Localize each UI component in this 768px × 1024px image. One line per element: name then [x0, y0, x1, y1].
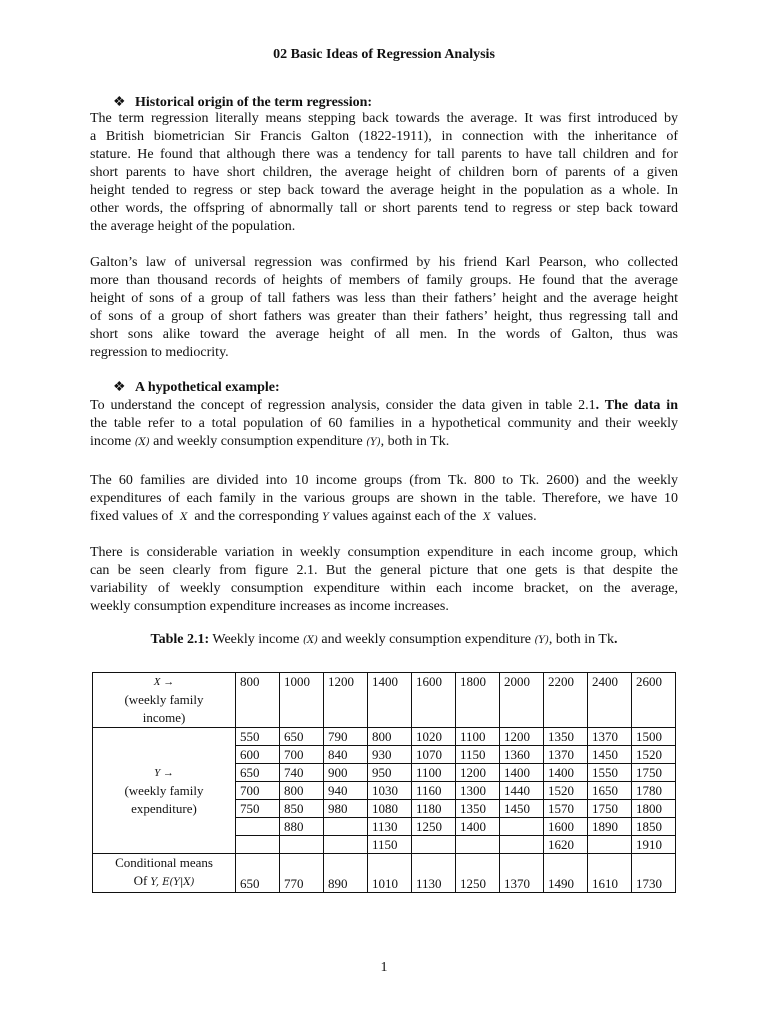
expenditure-value: 940	[324, 782, 368, 800]
means-row-label	[93, 854, 236, 893]
diamond-bullet-icon: ❖	[113, 380, 126, 395]
text: values.	[497, 509, 537, 524]
expenditure-value: 1370	[588, 728, 632, 746]
text-line: short sons alike toward the average height of all men. In the words of Galton, thus was	[90, 327, 678, 342]
income-value: 1800	[456, 673, 500, 728]
expenditure-value: 1160	[412, 782, 456, 800]
expenditure-value: 1450	[500, 800, 544, 818]
conditional-mean-value: 890	[324, 854, 368, 893]
expenditure-value: 1450	[588, 746, 632, 764]
paragraph-income-groups	[90, 472, 678, 526]
expenditure-value: 1350	[544, 728, 588, 746]
paragraph-historical-origin	[90, 110, 678, 236]
means-label-a: Conditional means	[115, 855, 213, 870]
expenditure-value: 1080	[368, 800, 412, 818]
income-value: 1000	[280, 673, 324, 728]
math-y: (Y)	[534, 635, 549, 646]
expenditure-value: 1030	[368, 782, 412, 800]
text: income	[90, 434, 132, 449]
expenditure-value	[588, 836, 632, 854]
y-label-text: (weekly family expenditure)	[124, 782, 204, 816]
expenditure-value	[324, 836, 368, 854]
data-table	[92, 672, 676, 893]
income-value: 1600	[412, 673, 456, 728]
income-value: 2600	[632, 673, 676, 728]
expenditure-value: 740	[280, 764, 324, 782]
income-value: 2200	[544, 673, 588, 728]
math-y: Y	[150, 877, 156, 888]
text-line: There is considerable variation in weekly consumption expenditure in each income group, which	[90, 545, 678, 560]
math-expectation: , E(Y|X)	[155, 877, 195, 888]
conditional-mean-value: 1490	[544, 854, 588, 893]
expenditure-value: 1350	[456, 800, 500, 818]
conditional-mean-value: 1130	[412, 854, 456, 893]
expenditure-value: 1360	[500, 746, 544, 764]
expenditure-value: 1780	[632, 782, 676, 800]
expenditure-value: 1570	[544, 800, 588, 818]
expenditure-value: 650	[280, 728, 324, 746]
math-y: (Y)	[366, 437, 381, 448]
caption-label: Table 2.1:	[150, 632, 210, 647]
text: . The data in	[595, 398, 678, 413]
conditional-mean-value: 1010	[368, 854, 412, 893]
expenditure-value: 790	[324, 728, 368, 746]
expenditure-value: 1300	[456, 782, 500, 800]
conditional-mean-value: 770	[280, 854, 324, 893]
text-line: The term regression literally means stepping back towards the average. It was first introduced by	[90, 111, 678, 126]
paragraph-example-intro	[90, 397, 678, 451]
table-caption	[0, 632, 768, 648]
conditional-mean-value: 1730	[632, 854, 676, 893]
paragraph-variation	[90, 544, 678, 616]
text: the table refer to a total population of 60 families in a hypothetical community and their weekly	[90, 416, 678, 431]
text-line: Galton’s law of universal regression was confirmed by his friend Karl Pearson, who collected	[90, 255, 678, 270]
expenditure-value: 1100	[456, 728, 500, 746]
text-line: height tended to regress or step back toward the average height in the population as a whole. In	[90, 183, 678, 198]
expenditure-value: 1250	[412, 818, 456, 836]
expenditure-value	[500, 818, 544, 836]
expenditure-value: 800	[280, 782, 324, 800]
expenditure-value: 700	[236, 782, 280, 800]
expenditure-value: 1100	[412, 764, 456, 782]
text-line: regression to mediocrity.	[90, 345, 229, 360]
text: To understand the concept of regression analysis, consider the data given in table 2.1	[90, 398, 596, 413]
means-label-b: Of	[133, 873, 148, 888]
text-line: can be seen clearly from figure 2.1. But the general picture that one gets is that despite the	[90, 563, 678, 578]
text: and weekly consumption expenditure	[321, 632, 531, 647]
expenditure-value	[236, 818, 280, 836]
x-label-text: (weekly family income)	[124, 692, 204, 725]
expenditure-value: 930	[368, 746, 412, 764]
x-label-symbol: X →	[153, 676, 175, 688]
math-x: (X)	[134, 437, 150, 448]
text-line: stature. He found that although there was a tendency for tall parents to have tall children and for	[90, 147, 678, 162]
expenditure-value	[456, 836, 500, 854]
expenditure-value: 1070	[412, 746, 456, 764]
text: .	[613, 632, 618, 647]
text-line: other words, the offspring of abnormally tall or short parents tend to regress or step back toward	[90, 201, 678, 216]
expenditure-value: 800	[368, 728, 412, 746]
math-y: Y	[322, 512, 329, 523]
expenditure-value: 840	[324, 746, 368, 764]
text-line: a British biometrician Sir Francis Galton (1822-1911), in connection with the inheritance of	[90, 129, 678, 144]
expenditure-value: 880	[280, 818, 324, 836]
expenditure-value: 550	[236, 728, 280, 746]
expenditure-value: 1600	[544, 818, 588, 836]
heading-text: Historical origin of the term regression:	[135, 95, 373, 110]
expenditure-value: 1750	[632, 764, 676, 782]
expenditure-value: 950	[368, 764, 412, 782]
expenditure-value: 1850	[632, 818, 676, 836]
text-line: of sons of a group of short fathers was greater than their fathers’ height, thus regressing tall and	[90, 309, 678, 324]
expenditure-value: 1400	[544, 764, 588, 782]
table-row-income	[93, 673, 676, 728]
conditional-mean-value: 1370	[500, 854, 544, 893]
expenditure-value: 1130	[368, 818, 412, 836]
expenditure-value: 850	[280, 800, 324, 818]
expenditure-value: 1620	[544, 836, 588, 854]
income-value: 1400	[368, 673, 412, 728]
expenditure-value: 1650	[588, 782, 632, 800]
text-line: variability of weekly consumption expenditure within each income bracket, on the average,	[90, 581, 678, 596]
expenditure-value: 1750	[588, 800, 632, 818]
expenditure-value: 1150	[368, 836, 412, 854]
page-title: 02 Basic Ideas of Regression Analysis	[273, 47, 495, 62]
expenditure-value: 1890	[588, 818, 632, 836]
expenditure-value: 900	[324, 764, 368, 782]
expenditure-value	[324, 818, 368, 836]
expenditure-value: 700	[280, 746, 324, 764]
income-value: 800	[236, 673, 280, 728]
income-row-label	[93, 673, 236, 728]
text: , both in Tk	[548, 632, 614, 647]
text: and the corresponding	[194, 509, 319, 524]
text-line: height of sons of a group of tall fathers was less than their fathers’ height and the average height	[90, 291, 678, 306]
section-heading-historical-origin	[113, 94, 372, 111]
expenditure-row-label	[93, 728, 236, 854]
math-x: X	[180, 512, 188, 523]
math-x: (X)	[303, 635, 318, 646]
table-row-expenditure	[93, 728, 676, 746]
expenditure-value: 1200	[500, 728, 544, 746]
expenditure-value: 1200	[456, 764, 500, 782]
expenditure-value	[500, 836, 544, 854]
expenditure-value: 1440	[500, 782, 544, 800]
expenditure-value: 1520	[632, 746, 676, 764]
conditional-mean-value: 1610	[588, 854, 632, 893]
text-line: weekly consumption expenditure increases as income increases.	[90, 599, 449, 614]
text-line: short parents to have short children, the average height of children born of parents of a given	[90, 165, 678, 180]
expenditure-value: 1520	[544, 782, 588, 800]
expenditure-value: 1180	[412, 800, 456, 818]
math-x: X	[483, 512, 491, 523]
expenditure-value: 1500	[632, 728, 676, 746]
expenditure-value	[280, 836, 324, 854]
expenditure-value: 1150	[456, 746, 500, 764]
expenditure-value: 1020	[412, 728, 456, 746]
paragraph-galton-law	[90, 254, 678, 362]
expenditure-value: 750	[236, 800, 280, 818]
table-row-conditional-means	[93, 854, 676, 893]
text-line: the average height of the population.	[90, 219, 296, 234]
text: , both in Tk.	[380, 434, 450, 449]
text: fixed values of	[90, 509, 174, 524]
expenditure-value: 1800	[632, 800, 676, 818]
expenditure-value: 1400	[456, 818, 500, 836]
expenditure-value: 1910	[632, 836, 676, 854]
y-label-symbol: Y →	[154, 766, 174, 779]
expenditure-value: 600	[236, 746, 280, 764]
income-value: 1200	[324, 673, 368, 728]
page-number: 1	[380, 960, 388, 975]
expenditure-value: 980	[324, 800, 368, 818]
text: The 60 families are divided into 10 income groups (from Tk. 800 to Tk. 2600) and the weekly	[90, 473, 678, 488]
income-value: 2000	[500, 673, 544, 728]
conditional-mean-value: 1250	[456, 854, 500, 893]
conditional-mean-value: 650	[236, 854, 280, 893]
text: Weekly income	[212, 632, 300, 647]
heading-text: A hypothetical example:	[135, 380, 280, 395]
text: values against each of the	[332, 509, 477, 524]
expenditure-value	[236, 836, 280, 854]
expenditure-value: 650	[236, 764, 280, 782]
text: expenditures of each family in the various groups are shown in the table. Therefore, we have 10	[90, 491, 678, 506]
expenditure-value: 1400	[500, 764, 544, 782]
text: and weekly consumption expenditure	[153, 434, 363, 449]
income-value: 2400	[588, 673, 632, 728]
text-line: more than thousand records of heights of members of family groups. He found that the average	[90, 273, 678, 288]
expenditure-value	[412, 836, 456, 854]
diamond-bullet-icon: ❖	[113, 95, 126, 110]
expenditure-value: 1550	[588, 764, 632, 782]
section-heading-hypothetical-example	[113, 379, 280, 396]
expenditure-value: 1370	[544, 746, 588, 764]
